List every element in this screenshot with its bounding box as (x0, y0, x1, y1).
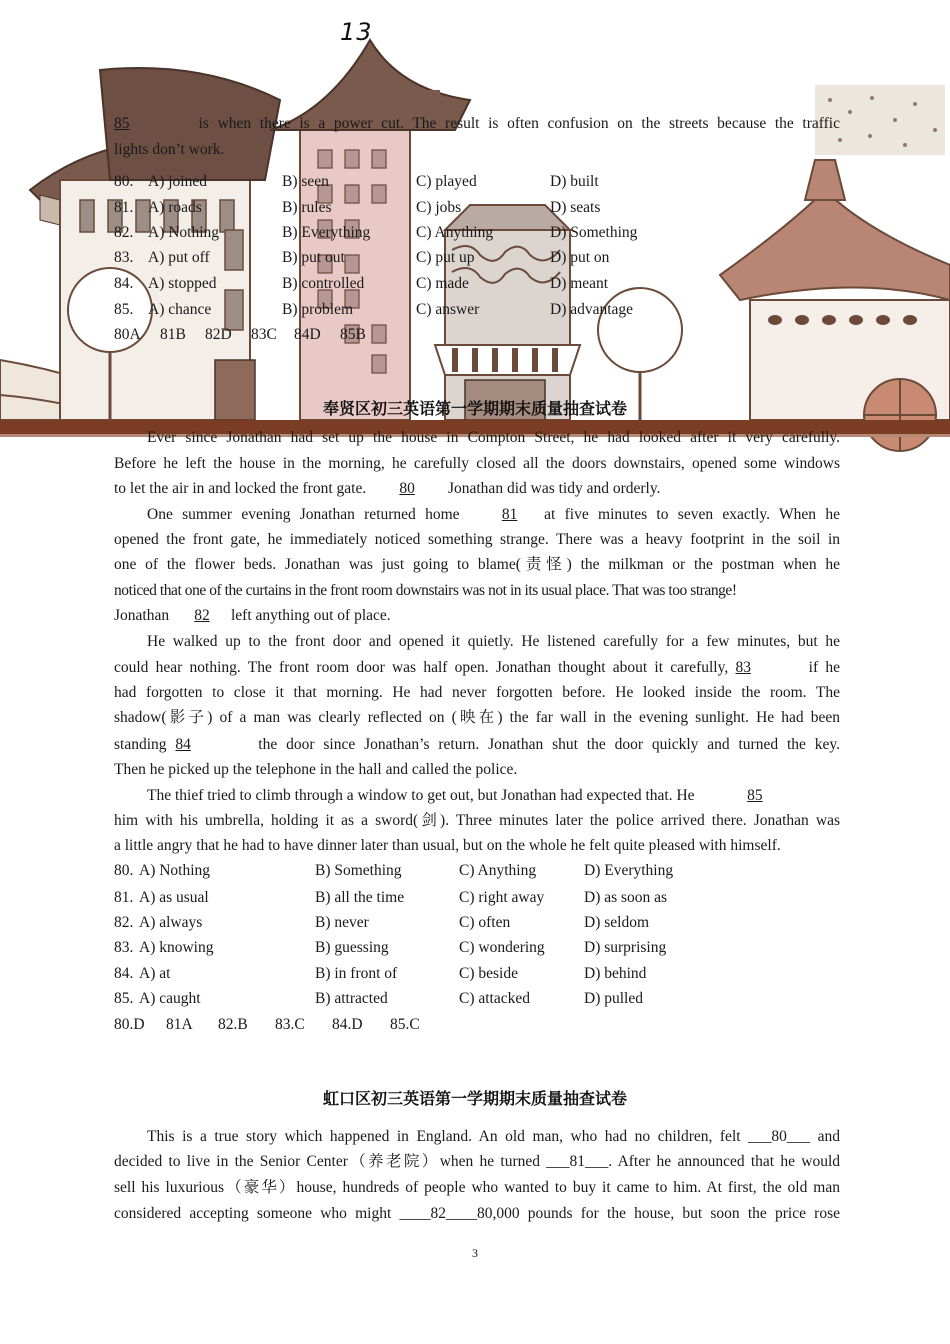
option-b: B) never (315, 914, 369, 931)
blank-82: 82 (194, 607, 210, 624)
question-number: 83. (114, 249, 134, 266)
option-c: C) attacked (459, 990, 531, 1007)
question-number: 84. (114, 965, 134, 982)
passage-line: He walked up to the front door and opened it quietly. He listened carefully for a few minutes, but he (147, 633, 840, 650)
option-a: A) roads (148, 199, 202, 216)
passage-line: decided to live in the Senior Center（养老院）when he turned ___81___. After he announced that he would (114, 1153, 840, 1170)
passage-line: lights don’t work. (114, 141, 225, 158)
passage-line: a little angry that he had to have dinner later than usual, but on the whole he felt quite pleased with himself. (114, 837, 781, 854)
option-a: A) always (139, 914, 203, 931)
passage-line (114, 735, 840, 755)
option-a: A) put off (148, 249, 210, 266)
option-c: C) Anything (459, 862, 537, 879)
question-number: 82. (114, 914, 134, 931)
option-d: D) built (550, 173, 599, 190)
question-number: 85. (114, 301, 134, 318)
blank-81: 81 (501, 506, 518, 523)
option-b: B) problem (282, 301, 354, 318)
passage-text: One summer evening Jonathan returned home (147, 506, 469, 523)
passage-line: Before he left the house in the morning, he carefully closed all the doors downstairs, opened some windows (114, 455, 840, 472)
passage-line (114, 479, 840, 499)
option-c: C) jobs (416, 199, 462, 216)
answer-item: 85B (340, 326, 366, 343)
passage-text: is when there is a power cut. The result is often confusion on the streets because the traffic (190, 115, 840, 132)
passage-line (114, 606, 840, 626)
passage-text: Jonathan did was tidy and orderly. (444, 480, 661, 497)
option-b: B) attracted (315, 990, 388, 1007)
answer-item: 84D (294, 326, 321, 343)
option-d: D) put on (550, 249, 610, 266)
question-number: 83. (114, 939, 134, 956)
passage-text: if he (801, 659, 840, 676)
option-a: A) knowing (139, 939, 214, 956)
passage-line: This is a true story which happened in England. An old man, who had no children, felt ___80___ and (147, 1128, 840, 1145)
option-c: C) answer (416, 301, 480, 318)
answer-item: 82.B (218, 1016, 248, 1033)
answer-item: 83C (251, 326, 277, 343)
option-a: A) Nothing (148, 224, 220, 241)
option-b: B) guessing (315, 939, 389, 956)
answer-item: 83.C (275, 1016, 305, 1033)
passage-text: Jonathan (114, 607, 173, 624)
option-d: D) Everything (584, 862, 674, 879)
blank-80: 80 (399, 480, 415, 497)
answer-item: 84.D (332, 1016, 363, 1033)
passage-line: him with his umbrella, holding it as a sword(剑). Three minutes later the police arrived there. Jonathan was (114, 812, 840, 829)
blank-83: 83 (735, 659, 751, 676)
option-d: D) seldom (584, 914, 650, 931)
passage-line (114, 658, 840, 678)
answer-item: 80A (114, 326, 141, 343)
passage-text: at five minutes to seven exactly. When he (534, 506, 840, 523)
option-d: D) meant (550, 275, 609, 292)
answer-item: 81A (166, 1016, 193, 1033)
passage-line: sell his luxurious（豪华）house, hundreds of people who wanted to buy it came to him. At first, the old man (114, 1179, 840, 1196)
blank-84: 84 (175, 736, 191, 753)
option-a: A) as usual (139, 889, 209, 906)
passage-line: had forgotten to close it that morning. He had never forgotten before. He looked inside the room. The (114, 684, 840, 701)
answer-item: 85.C (390, 1016, 420, 1033)
passage-line: one of the flower beds. Jonathan was just going to blame(责怪) the milkman or the postman when he (114, 556, 840, 573)
option-d: D) Something (550, 224, 638, 241)
option-a: A) caught (139, 990, 201, 1007)
option-b: B) put out (282, 249, 345, 266)
option-b: B) in front of (315, 965, 398, 982)
option-b: B) all the time (315, 889, 405, 906)
option-b: B) Everything (282, 224, 371, 241)
passage-text: could hear nothing. The front room door was half open. Jonathan thought about it carefully, (114, 659, 736, 676)
option-b: B) Something (315, 862, 402, 879)
question-number: 81. (114, 889, 134, 906)
option-c: C) made (416, 275, 469, 292)
section-heading: 虹口区初三英语第一学期期末质量抽查试卷 (322, 1089, 627, 1108)
passage-text: left anything out of place. (230, 607, 391, 624)
option-a: A) joined (148, 173, 207, 190)
passage-text: standing (114, 736, 176, 753)
option-a: A) Nothing (139, 862, 211, 879)
question-number: 82. (114, 224, 134, 241)
option-d: D) pulled (584, 990, 643, 1007)
section-heading: 奉贤区初三英语第一学期期末质量抽查试卷 (322, 399, 627, 418)
option-c: C) right away (459, 889, 545, 906)
answer-item: 80.D (114, 1016, 145, 1033)
option-c: C) Anything (416, 224, 494, 241)
question-number: 80. (114, 173, 134, 190)
passage-line: Ever since Jonathan had set up the house in Compton Street, he had looked after it very carefully. (147, 429, 840, 446)
option-c: C) played (416, 173, 477, 190)
passage-text: The thief tried to climb through a window to get out, but Jonathan had expected that. He (147, 787, 699, 804)
option-c: C) beside (459, 965, 518, 982)
page-number: 3 (472, 1246, 478, 1260)
blank-85: 85 (747, 787, 763, 804)
answer-item: 81B (160, 326, 186, 343)
option-d: D) advantage (550, 301, 634, 318)
passage-line (114, 786, 840, 806)
option-a: A) stopped (148, 275, 217, 292)
answer-item: 82D (205, 326, 232, 343)
option-a: A) chance (148, 301, 212, 318)
option-b: B) controlled (282, 275, 365, 292)
passage-line: Then he picked up the telephone in the hall and called the police. (114, 761, 518, 778)
handwritten-page-mark: 13 (340, 18, 373, 46)
option-c: C) often (459, 914, 511, 931)
passage-text: to let the air in and locked the front gate. (114, 480, 371, 497)
question-number: 80. (114, 862, 134, 879)
option-c: C) put up (416, 249, 475, 266)
passage-line: considered accepting someone who might ____82____80,000 pounds for the house, but soon the price rose (114, 1205, 840, 1222)
passage-text: the door since Jonathan’s return. Jonathan shut the door quickly and turned the key. (249, 736, 841, 753)
passage-line (114, 505, 840, 525)
option-b: B) rules (282, 199, 332, 216)
option-d: D) behind (584, 965, 647, 982)
passage-line: shadow(影子) of a man was clearly reflected on (映在) the far wall in the evening sunlight. He had been (114, 709, 840, 726)
option-a: A) at (139, 965, 171, 982)
passage-line: noticed that one of the curtains in the front room downstairs was not in its usual place. That was too strange! (114, 582, 737, 599)
question-number: 85. (114, 990, 134, 1007)
option-d: D) surprising (584, 939, 667, 956)
passage-line (114, 114, 840, 134)
question-number: 81. (114, 199, 134, 216)
option-c: C) wondering (459, 939, 545, 956)
passage-line: opened the front gate, he immediately noticed something strange. There was a heavy footprint in the soil in (114, 531, 840, 548)
option-b: B) seen (282, 173, 329, 190)
blank-85: 85 (114, 115, 130, 132)
option-d: D) as soon as (584, 889, 668, 906)
question-number: 84. (114, 275, 134, 292)
option-d: D) seats (550, 199, 601, 216)
